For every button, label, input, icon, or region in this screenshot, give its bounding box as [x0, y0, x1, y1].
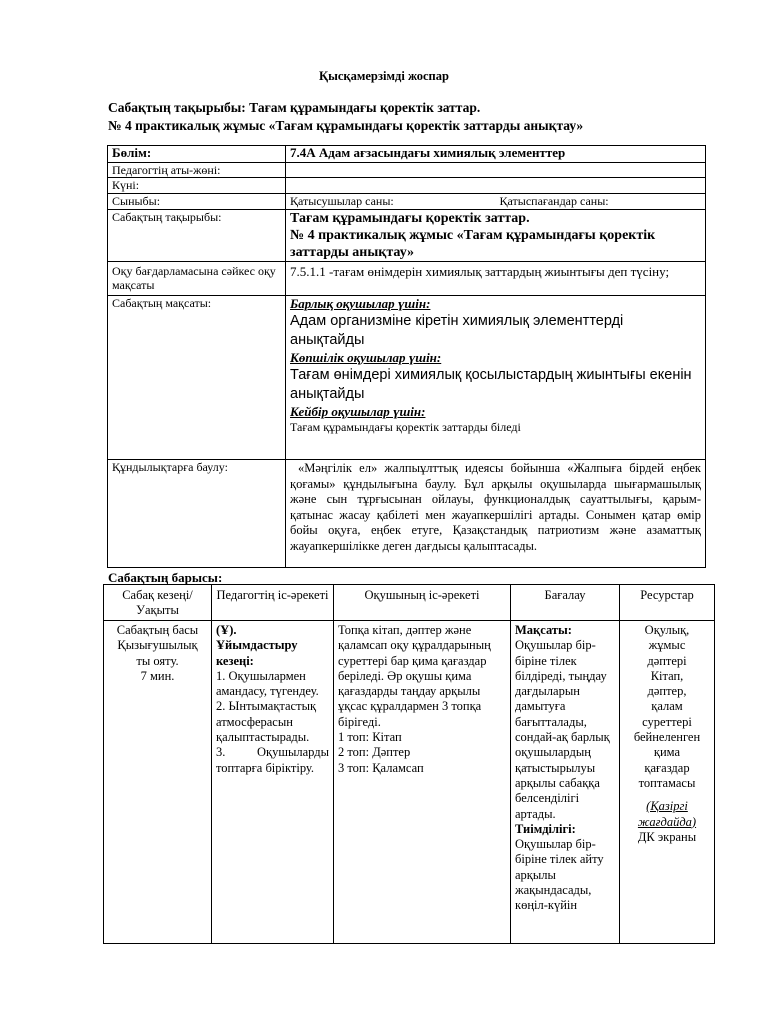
stage-line: 7 мин.: [140, 668, 175, 683]
section-label: Бөлім:: [108, 146, 286, 163]
goals-most-heading: Көпшілік оқушылар үшін:: [290, 350, 442, 365]
stage-line: Қызығушылық: [117, 638, 198, 653]
stage-line: ты ояту.: [136, 653, 179, 668]
goals-some-heading: Кейбір оқушылар үшін:: [290, 404, 426, 419]
resource-line: ДК экраны: [637, 829, 697, 844]
teacher-label: Педагогтің аты-жөні:: [108, 163, 286, 178]
student-text: Топқа кітап, дәптер және қаламсап оқу құралдарының суреттері бар қима қағаздар беріледі. Әр оқушы қима қағаздарды таңдау арқылы ұқсас құралдармен 3 топқа бірігеді.: [338, 623, 491, 729]
resource-line: жұмыс: [648, 638, 686, 653]
goals-label: Сабақтың мақсаты:: [108, 296, 286, 460]
student-group: 1 топ: Кітап: [338, 730, 402, 745]
lesson-topic-line2: № 4 практикалық жұмыс «Тағам құрамындағы қоректік заттарды анықтау»: [290, 228, 656, 260]
lesson-topic-line1: Тағам құрамындағы қоректік заттар.: [290, 211, 530, 226]
teacher-line: 1. Оқушылармен амандасу, түгендеу.: [216, 668, 319, 699]
header-resources: Ресурстар: [620, 585, 715, 621]
values-label: Құндылықтарға баулу:: [108, 460, 286, 568]
assessment-cell: [511, 621, 620, 944]
goals-all-text: Адам организміне кіретін химиялық элементтерді анықтайды: [290, 313, 624, 348]
header-teacher: Педагогтің іс-әрекеті: [212, 585, 334, 621]
assessment-heading: Тиімділігі:: [515, 821, 576, 836]
attendance-cell: [286, 194, 706, 210]
section-value: 7.4А Адам ағзасындағы химиялық элементтер: [286, 146, 706, 163]
resource-line: бейнеленген: [633, 730, 701, 745]
teacher-value: [286, 163, 706, 178]
student-group: 3 топ: Қаламсап: [338, 760, 424, 775]
resources-cell: [620, 621, 715, 944]
teacher-line: кезеңі:: [216, 653, 254, 668]
teacher-line: (Ұ).: [216, 623, 237, 637]
resource-line: Оқулық,: [644, 623, 690, 637]
resource-line: қағаздар: [644, 760, 690, 775]
goals-all-heading: Барлық оқушылар үшін:: [290, 296, 431, 311]
lesson-info-table: [107, 145, 706, 568]
teacher-line: Ұйымдастыру: [216, 638, 298, 653]
document-title: Қысқамерзімді жоспар: [319, 69, 449, 83]
teacher-line: 3. Оқушыларды топтарға біріктіру.: [216, 745, 329, 775]
resource-line: Кітап,: [650, 668, 684, 683]
goals-some-text: Тағам құрамындағы қоректік заттарды біледі: [290, 420, 521, 434]
values-text: «Мәңгілік ел» жалпыұлттық идеясы бойынша «Жалпыға бірдей еңбек қоғамы» құндылығына баулу. Бұл арқылы оқушыларда шығармашылық және сын тұрғысынан ойлауы, функционалдық сауаттылығы, қарым-қатынас жасау қабілеті мен жауапкершілігі артады. Сонымен қатар өмір бойы оқуға, еңбек етуге, Қазақстандық патриотизм және азаматтық жауапкершілікке деген дағдысы қалыптасады.: [286, 460, 706, 568]
student-cell: [334, 621, 511, 944]
date-value: [286, 178, 706, 194]
lesson-topic-label: Сабақтың тақырыбы:: [108, 210, 286, 262]
goals-most-text2: анықтайды: [290, 386, 365, 402]
lesson-progress-title: Сабақтың барысы:: [108, 570, 223, 585]
objectives-label: Оқу бағдарламасына сәйкес оқу мақсаты: [108, 262, 286, 296]
header-student: Оқушының іс-әрекеті: [334, 585, 511, 621]
goals-value: [286, 296, 706, 460]
resource-line: дәптер,: [647, 684, 687, 699]
resource-line: қима: [653, 745, 681, 760]
goals-most-text1: Тағам өнімдері химиялық қосылыстардың жиынтығы екенін: [290, 367, 692, 383]
header-stage: Сабақ кезеңі/Уақыты: [104, 585, 212, 621]
lesson-progress-table: [103, 584, 715, 944]
lesson-topic-heading: Сабақтың тақырыбы: Тағам құрамындағы қоректік заттар.: [108, 100, 481, 115]
present-label: Қатысушылар саны:: [290, 194, 394, 208]
assessment-text: Оқушылар бір-біріне тілек білдіреді, тыңдау дағдыларын дамытуға бағытталады, сондай-ақ барлық оқушылардың қатыстырылуы арқылы сабаққа белсенділігі артады.: [515, 638, 610, 821]
teacher-cell: [212, 621, 334, 944]
header-assessment: Бағалау: [511, 585, 620, 621]
assessment-text: Оқушылар бір-біріне тілек айту арқылы жақындасады, көңіл-күйін: [515, 837, 604, 913]
resource-line: қалам: [651, 699, 683, 714]
absent-label: Қатыспағандар саны:: [499, 194, 609, 208]
date-label: Күні:: [108, 178, 286, 194]
stage-cell: [104, 621, 212, 944]
objectives-value: 7.5.1.1 -тағам өнімдерін химиялық заттардың жиынтығы деп түсіну;: [286, 262, 706, 296]
resource-line: дәптері: [647, 653, 687, 668]
teacher-line: 2. Ынтымақтастық атмосферасын қалыптастырады.: [216, 699, 317, 745]
practical-work-heading: № 4 практикалық жұмыс «Тағам құрамындағы қоректік заттарды анықтау»: [108, 118, 584, 133]
resource-link[interactable]: (Қазіргі жағдайда): [637, 799, 697, 829]
resource-line: топтамасы: [638, 775, 696, 790]
lesson-topic-value: [286, 210, 706, 262]
class-label: Сыныбы:: [108, 194, 286, 210]
resource-line: суреттері: [642, 714, 692, 729]
assessment-heading: Мақсаты:: [515, 623, 572, 637]
student-group: 2 топ: Дәптер: [338, 745, 411, 760]
stage-line: Сабақтың басы: [116, 623, 199, 637]
